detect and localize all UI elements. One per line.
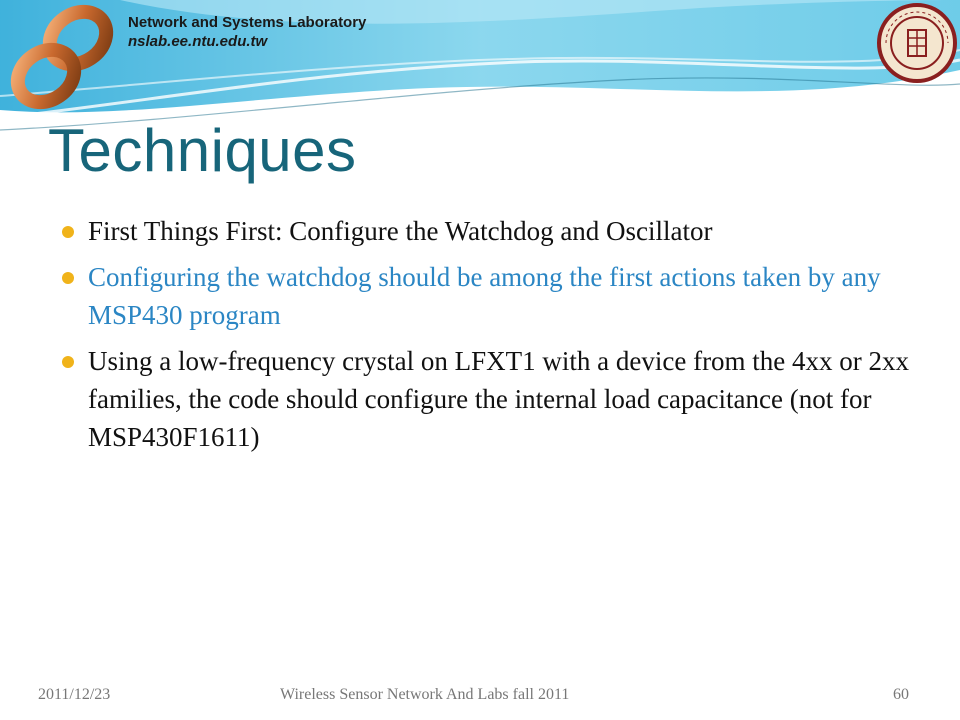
bullet-list: [60, 212, 920, 464]
bullet-dot-icon: [62, 226, 74, 238]
bullet-text: First Things First: Configure the Watchdog and Oscillator: [88, 216, 713, 246]
page-number: 60: [893, 686, 909, 703]
ntu-seal-icon: [876, 2, 958, 84]
infinity-logo-icon: [8, 4, 118, 112]
bullet-item: [60, 212, 920, 250]
slide-title: Techniques: [48, 117, 357, 184]
lab-name: Network and Systems Laboratory: [128, 14, 367, 31]
lab-url: nslab.ee.ntu.edu.tw: [128, 33, 268, 50]
bullet-item: [60, 342, 920, 456]
bullet-dot-icon: [62, 272, 74, 284]
footer-course: Wireless Sensor Network And Labs fall 2011: [280, 686, 570, 703]
bullet-text: Using a low-frequency crystal on LFXT1 with a device from the 4xx or 2xx families, the code should configure the internal load capacitance (not for MSP430F1611): [88, 346, 910, 452]
bullet-dot-icon: [62, 356, 74, 368]
footer-date: 2011/12/23: [38, 686, 111, 703]
bullet-text: Configuring the watchdog should be among the first actions taken by any MSP430 program: [88, 262, 881, 330]
bullet-item: [60, 258, 920, 334]
